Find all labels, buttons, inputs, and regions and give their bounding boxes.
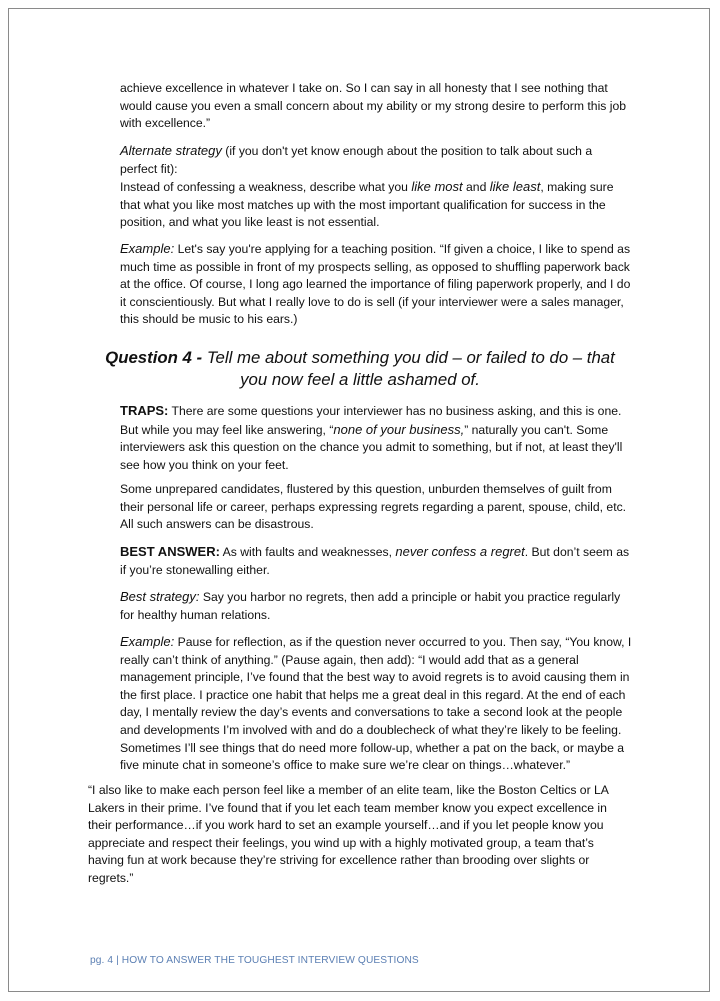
traps-quote: none of your business, xyxy=(333,421,465,437)
alternate-strategy-paragraph: Alternate strategy (if you don't yet know enough about the position to talk about such a perfect fit): Instead of confessing a weakness, describe what you like most and like least, making sure that what you like most matches up with the most important qualification for success in the position, and what you like least is not essential. xyxy=(120,143,614,230)
best-strategy-label: Best strategy: xyxy=(120,589,200,604)
unprepared-paragraph: Some unprepared candidates, flustered by this question, unburden themselves of guilt from their personal life or career, perhaps expressing regrets regarding a parent, spouse, child, etc. All such answers can be disastrous. xyxy=(120,482,627,532)
traps-label: TRAPS: xyxy=(120,403,169,418)
question-number: Question 4 - xyxy=(105,348,207,367)
top-paragraph: achieve excellence in whatever I take on. So I can say in all honesty that I see nothing that would cause you even a small concern about my ability or my strong desire to perform this job with excellence.” xyxy=(120,81,627,131)
alternate-strategy-label: Alternate strategy xyxy=(120,143,222,158)
like-least-emphasis: like least xyxy=(489,179,541,195)
best-answer-paragraph: BEST ANSWER: As with faults and weaknesses, never confess a regret. But don’t seem as if you’re stonewalling either. xyxy=(120,544,630,577)
example-paragraph-2: Example: Pause for reflection, as if the question never occurred to you. Then say, “You know, I really can’t think of anything.” (Pause again, then add): “I would add that as a general management principle, I’ve found that the best way to avoid regrets is to avoid causing them in the first place. I practice one habit that helps me a great deal in this regard. At the end of each day, I mentally review the day’s events and conversations to take a second look at the people and developments I’m involved with and do a doublecheck of what they’re likely to be feeling. Sometimes I’ll see things that do need more follow-up, whether a pat on the back, or maybe a five minute chat in someone’s office to make sure we’re clear on things…whatever.” xyxy=(120,634,632,773)
like-most-emphasis: like most xyxy=(411,179,463,195)
question-line-1: Tell me about something you did – or failed to do – that xyxy=(206,348,615,367)
best-answer-emphasis: never confess a regret xyxy=(395,544,525,559)
best-strategy-paragraph: Best strategy: Say you harbor no regrets, then add a principle or habit you practice regularly for healthy human relations. xyxy=(120,589,621,622)
question-heading xyxy=(80,347,640,391)
example-label: Example: xyxy=(120,241,175,256)
example-paragraph-1: Example: Let's say you're applying for a teaching position. “If given a choice, I like to spend as much time as possible in front of my prospects selling, as opposed to shuffling paperwork back at the office. Of course, I long ago learned the importance of filing paperwork properly, and I do it conscientiously. But what I really love to do is sell (if your interviewer were a sales manager, this should be music to his ears.) xyxy=(120,241,631,327)
best-answer-label: BEST ANSWER: xyxy=(120,544,220,559)
example-label: Example: xyxy=(120,634,175,649)
question-line-2: you now feel a little ashamed of. xyxy=(240,370,480,389)
closing-paragraph: “I also like to make each person feel like a member of an elite team, like the Boston Celtics or LA Lakers in their prime. I’ve found that if you let each team member know you expect excellence in their performance…if you work hard to set an example yourself…and if you let people know you appreciate and respect their feelings, you wind up with a highly motivated group, a team that’s having fun at work because they’re striving for excellence rather than brooding over slights or regrets.” xyxy=(88,783,609,885)
page-footer: pg. 4 | HOW TO ANSWER THE TOUGHEST INTERVIEW QUESTIONS xyxy=(90,955,419,966)
traps-paragraph: TRAPS: There are some questions your interviewer has no business asking, and this is one. But while you may feel like answering, “none of your business,” naturally you can't. Some interviewers ask this question on the chance you admit to something, but if not, at least they'll see how you think on your feet. xyxy=(120,403,623,472)
